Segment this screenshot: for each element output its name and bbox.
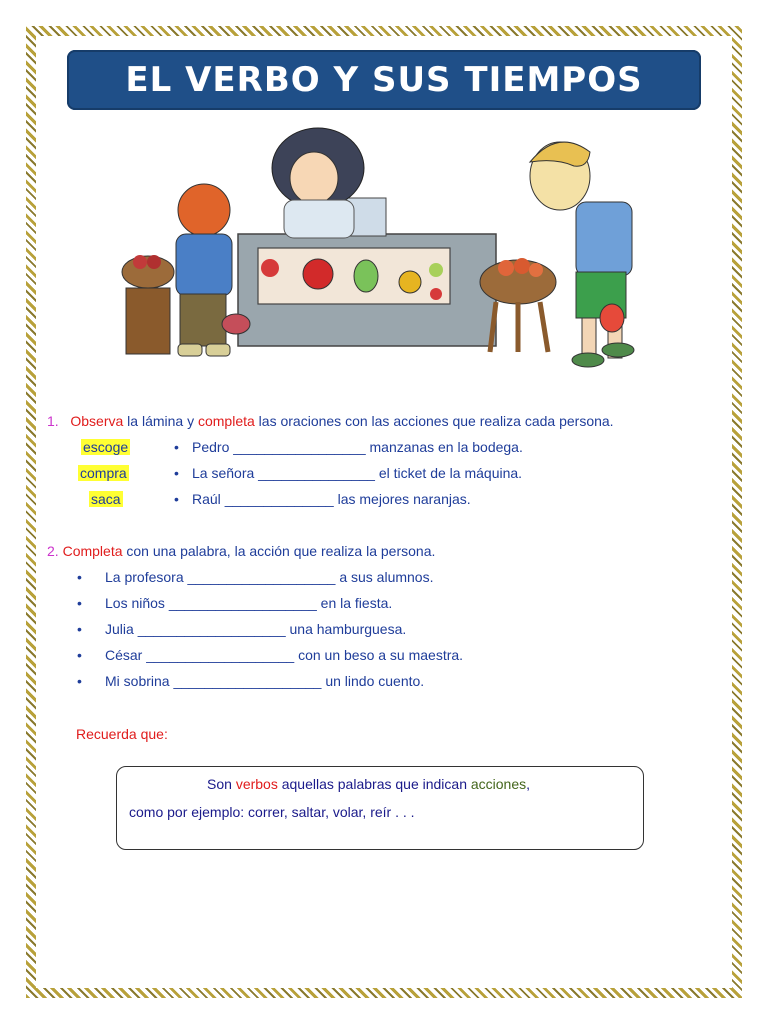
bullet: • <box>174 439 179 455</box>
market-illustration <box>118 122 648 380</box>
word-bank-item: escoge <box>83 439 129 455</box>
exercise-2-sentence: Mi sobrina ___________________ un lindo cuento. <box>105 673 425 689</box>
bullet: • <box>77 569 82 585</box>
bullet: • <box>174 465 179 481</box>
woman-face <box>290 152 338 204</box>
exercise-2-sentence: César ___________________ con un beso a su maestra. <box>105 647 464 663</box>
exercise-1-sentence: Raúl ______________ las mejores naranjas. <box>192 491 471 507</box>
bullet: • <box>77 621 82 637</box>
boy-right-body <box>576 202 632 276</box>
recuerda-label: Recuerda que: <box>76 726 168 742</box>
exercise-2-sentence: La profesora ___________________ a sus alumnos. <box>105 569 434 585</box>
exercise-1-sentence: La señora _______________ el ticket de la máquina. <box>192 465 523 481</box>
child-left-head <box>178 184 230 236</box>
reminder-line-1: Son verbos aquellas palabras que indican acciones, <box>207 776 531 792</box>
page-title: EL VERBO Y SUS TIEMPOS <box>125 60 643 100</box>
bullet: • <box>77 595 82 611</box>
bullet: • <box>174 491 179 507</box>
bullet: • <box>77 673 82 689</box>
exercise-2-number: 2. <box>47 543 59 559</box>
exercise-2-sentence: Julia ___________________ una hamburguesa. <box>105 621 407 637</box>
child-left-body <box>176 234 232 296</box>
exercise-2-sentence: Los niños ___________________ en la fiesta. <box>105 595 393 611</box>
title-banner <box>67 50 701 110</box>
bullet: • <box>77 647 82 663</box>
exercise-1-instruction: 1. Observa la lámina y completa las oraciones con las acciones que realiza cada persona. <box>47 413 614 429</box>
reminder-line-2: como por ejemplo: correr, saltar, volar, reír . . . <box>129 804 415 820</box>
exercise-1-number: 1. <box>47 413 59 429</box>
word-bank-item: compra <box>80 465 127 481</box>
word-bank-item: saca <box>91 491 121 507</box>
exercise-1-sentence: Pedro _________________ manzanas en la bodega. <box>192 439 523 455</box>
exercise-2-instruction: 2. Completa con una palabra, la acción que realiza la persona. <box>47 543 436 559</box>
